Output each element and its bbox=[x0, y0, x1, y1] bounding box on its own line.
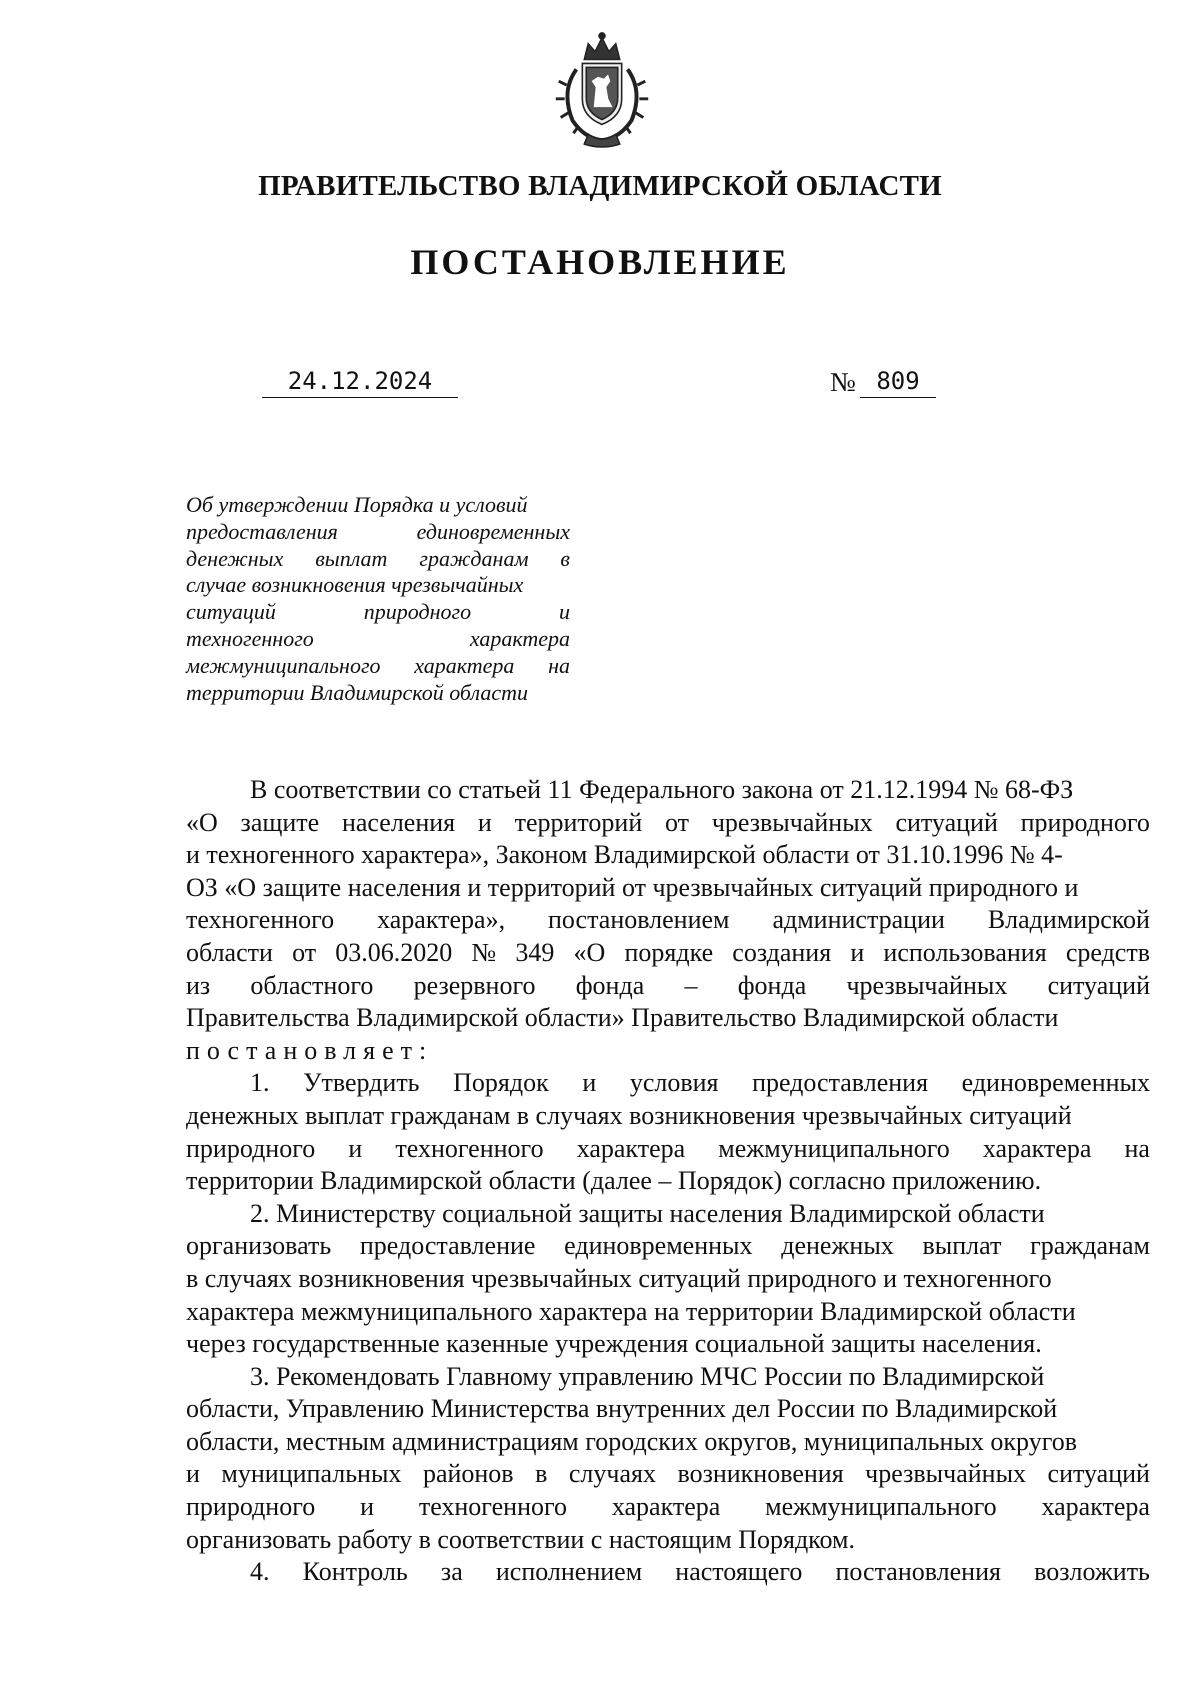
body-line-word: фонда bbox=[575, 970, 645, 1000]
body-line-word: случаях bbox=[568, 1459, 656, 1489]
body-line-word: единовременных bbox=[961, 1068, 1150, 1098]
body-line-word: природного bbox=[1020, 807, 1150, 837]
body-line-word: областного bbox=[250, 970, 374, 1000]
body-line-word: и bbox=[348, 1133, 363, 1163]
body-line-word: ОЗ «О защите населения и территорий от чрезвычайных ситуаций природного и bbox=[186, 872, 1079, 902]
body-line-word: возникновения bbox=[677, 1459, 844, 1489]
subject-line-word: характера bbox=[414, 652, 515, 678]
body-line bbox=[186, 1067, 1150, 1100]
body-line bbox=[186, 1035, 1150, 1068]
subject-line-word: гражданам bbox=[419, 545, 529, 571]
subject-line-word: денежных bbox=[186, 545, 284, 571]
body-line-word: «О bbox=[186, 807, 218, 837]
body-line-word: организовать работу в соответствии с настоящим Порядком. bbox=[186, 1524, 855, 1554]
body-line-word: муниципальных bbox=[221, 1459, 402, 1489]
body-line-word: Утвердить bbox=[303, 1068, 420, 1098]
body-line bbox=[186, 970, 1150, 1003]
subject-line-word: техногенного bbox=[186, 625, 314, 651]
body-line bbox=[186, 1524, 1150, 1557]
body-line-word: межмуниципального bbox=[765, 1492, 997, 1522]
body-line-word: чрезвычайных bbox=[865, 1459, 1027, 1489]
body-line-word: за bbox=[440, 1557, 463, 1587]
body-line-word: предоставление bbox=[359, 1231, 536, 1261]
body-line-word: денежных выплат гражданам в случаях возникновения чрезвычайных ситуаций bbox=[186, 1100, 1072, 1130]
body-line-word: 4. bbox=[250, 1557, 270, 1587]
subject-line-word: предоставления bbox=[186, 518, 338, 544]
coat-of-arms-emblem bbox=[543, 30, 661, 148]
body-line-word: природного bbox=[186, 1133, 316, 1163]
body-line-word: характера bbox=[1041, 1492, 1150, 1522]
document-subject bbox=[186, 492, 570, 706]
subject-line-word: на bbox=[548, 652, 570, 678]
body-line-word: создания bbox=[732, 937, 832, 967]
body-line-word: в bbox=[535, 1459, 548, 1489]
body-line bbox=[186, 807, 1150, 840]
subject-line bbox=[186, 653, 570, 680]
body-line-word: характера bbox=[982, 1133, 1092, 1163]
subject-line bbox=[186, 680, 570, 707]
body-line-word: постановления bbox=[835, 1557, 1001, 1587]
subject-line bbox=[186, 492, 570, 519]
body-line-word: области, местным администрациям городских округов, муниципальных округов bbox=[186, 1426, 1078, 1456]
body-line bbox=[186, 839, 1150, 872]
body-line-word: постановляет: bbox=[186, 1035, 434, 1065]
subject-line-word: природного bbox=[363, 599, 472, 625]
subject-line-word: ситуаций bbox=[186, 599, 276, 625]
body-line-word: территорий bbox=[514, 807, 643, 837]
body-line bbox=[186, 872, 1150, 905]
document-date: 24.12.2024 bbox=[262, 367, 458, 398]
body-line bbox=[186, 774, 1150, 807]
body-line-word: – bbox=[684, 970, 698, 1000]
body-line-word: 03.06.2020 bbox=[335, 937, 453, 967]
body-line-word: характера bbox=[576, 1133, 686, 1163]
body-line bbox=[186, 1230, 1150, 1263]
body-line-word: и bbox=[477, 807, 492, 837]
subject-line-word: в bbox=[560, 545, 570, 571]
body-line-word: ситуаций bbox=[1047, 1459, 1150, 1489]
body-line-word: средств bbox=[1065, 937, 1150, 967]
organization-title: ПРАВИТЕЛЬСТВО ВЛАДИМИРСКОЙ ОБЛАСТИ bbox=[258, 170, 942, 202]
body-line-word: предоставления bbox=[752, 1068, 929, 1098]
subject-line bbox=[186, 626, 570, 653]
body-line-word: от bbox=[292, 937, 317, 967]
subject-line-word: случае возникновения чрезвычайных bbox=[186, 572, 524, 598]
body-line bbox=[186, 1491, 1150, 1524]
document-number: 809 bbox=[860, 367, 936, 398]
subject-line bbox=[186, 546, 570, 573]
subject-line-word: единовременных bbox=[416, 518, 570, 544]
body-line-word: настоящего bbox=[675, 1557, 803, 1587]
subject-line-word: выплат bbox=[315, 545, 388, 571]
document-type-title: ПОСТАНОВЛЕНИЕ bbox=[410, 242, 790, 282]
body-line-word: от bbox=[665, 807, 690, 837]
body-line-word: на bbox=[1124, 1133, 1150, 1163]
subject-line bbox=[186, 519, 570, 546]
body-line-word: территории Владимирской области (далее – Порядок) согласно приложению. bbox=[186, 1166, 1042, 1196]
body-line-word: чрезвычайных bbox=[846, 970, 1008, 1000]
number-sign: № bbox=[830, 367, 856, 397]
body-line-word: области, Управлению Министерства внутренних дел России по Владимирской bbox=[186, 1394, 1058, 1424]
body-line-word: населения bbox=[341, 807, 456, 837]
body-line-word: характера bbox=[611, 1492, 721, 1522]
body-line-word: ситуаций bbox=[895, 807, 998, 837]
body-line-word: денежных bbox=[781, 1231, 894, 1261]
body-line-word: 349 bbox=[515, 937, 555, 967]
body-line-word: выплат bbox=[922, 1231, 1002, 1261]
body-line-word: и bbox=[850, 937, 865, 967]
body-line-word: техногенного bbox=[186, 905, 335, 935]
body-line-word: ситуаций bbox=[1047, 970, 1150, 1000]
body-line-word: 1. bbox=[250, 1068, 270, 1098]
body-line bbox=[186, 904, 1150, 937]
subject-line-word: Об утверждении Порядка и условий bbox=[186, 492, 528, 517]
body-line-word: использования bbox=[883, 937, 1047, 967]
body-line-word: и техногенного характера», Законом Владимирской области от 31.10.1996 № 4- bbox=[186, 840, 1063, 870]
body-line-word: техногенного bbox=[418, 1492, 568, 1522]
body-line-word: и bbox=[360, 1492, 374, 1522]
body-line-word: характера», bbox=[377, 905, 506, 935]
body-line-word: организовать bbox=[186, 1231, 332, 1261]
body-line-word: и bbox=[186, 1459, 200, 1489]
body-line-word: исполнением bbox=[495, 1557, 643, 1587]
body-line-word: через государственные казенные учреждения социальной защиты населения. bbox=[186, 1329, 1042, 1359]
body-line-word: из bbox=[186, 970, 211, 1000]
body-line-word: Владимирской bbox=[987, 905, 1150, 935]
body-line-word: Правительства Владимирской области» Правительство Владимирской области bbox=[186, 1003, 1059, 1033]
body-line-word: № bbox=[471, 937, 497, 967]
body-line-word: 2. Министерству социальной защиты населения Владимирской области bbox=[250, 1198, 1045, 1228]
subject-line bbox=[186, 572, 570, 599]
body-line-word: единовременных bbox=[564, 1231, 753, 1261]
body-line-word: возложить bbox=[1034, 1557, 1150, 1587]
body-line-word: условия bbox=[629, 1068, 719, 1098]
body-line bbox=[186, 1165, 1150, 1198]
body-line-word: «О bbox=[573, 937, 606, 967]
body-line-word: межмуниципального bbox=[718, 1133, 950, 1163]
body-line-word: чрезвычайных bbox=[711, 807, 873, 837]
body-line-word: фонда bbox=[737, 970, 807, 1000]
body-line bbox=[186, 1198, 1150, 1231]
document-body bbox=[186, 774, 1150, 1589]
body-line-word: техногенного bbox=[395, 1133, 544, 1163]
body-line-word: природного bbox=[186, 1492, 316, 1522]
body-line-word: постановлением bbox=[548, 905, 730, 935]
body-line bbox=[186, 1263, 1150, 1296]
body-line-word: резервного bbox=[413, 970, 536, 1000]
body-line-word: 3. Рекомендовать Главному управлению МЧС России по Владимирской bbox=[250, 1361, 1045, 1391]
body-line bbox=[186, 1426, 1150, 1459]
body-line-word: в случаях возникновения чрезвычайных ситуаций природного и техногенного bbox=[186, 1263, 1052, 1293]
body-line-word: районов bbox=[422, 1459, 514, 1489]
body-line bbox=[186, 1458, 1150, 1491]
subject-line-word: и bbox=[559, 599, 570, 625]
body-line-word: В соответствии со статьей 11 Федерального закона от 21.12.1994 № 68-ФЗ bbox=[250, 775, 1074, 804]
body-line-word: администрации bbox=[772, 905, 945, 935]
body-line bbox=[186, 1556, 1150, 1589]
body-line bbox=[186, 937, 1150, 970]
body-line bbox=[186, 1133, 1150, 1166]
body-line-word: защите bbox=[240, 807, 320, 837]
body-line-word: Порядок bbox=[453, 1068, 549, 1098]
body-line-word: Контроль bbox=[302, 1557, 408, 1587]
body-line bbox=[186, 1361, 1150, 1394]
body-line bbox=[186, 1100, 1150, 1133]
subject-line bbox=[186, 599, 570, 626]
body-line-word: области bbox=[186, 937, 273, 967]
subject-line-word: характера bbox=[469, 625, 570, 651]
subject-line-word: межмуниципального bbox=[186, 652, 381, 678]
body-line bbox=[186, 1393, 1150, 1426]
body-line-word: и bbox=[582, 1068, 597, 1098]
body-line bbox=[186, 1328, 1150, 1361]
body-line-word: порядке bbox=[624, 937, 714, 967]
body-line bbox=[186, 1002, 1150, 1035]
body-line bbox=[186, 1296, 1150, 1329]
body-line-word: характера межмуниципального характера на территории Владимирской области bbox=[186, 1296, 1076, 1326]
body-line-word: гражданам bbox=[1030, 1231, 1150, 1261]
subject-line-word: территории Владимирской области bbox=[186, 679, 528, 705]
